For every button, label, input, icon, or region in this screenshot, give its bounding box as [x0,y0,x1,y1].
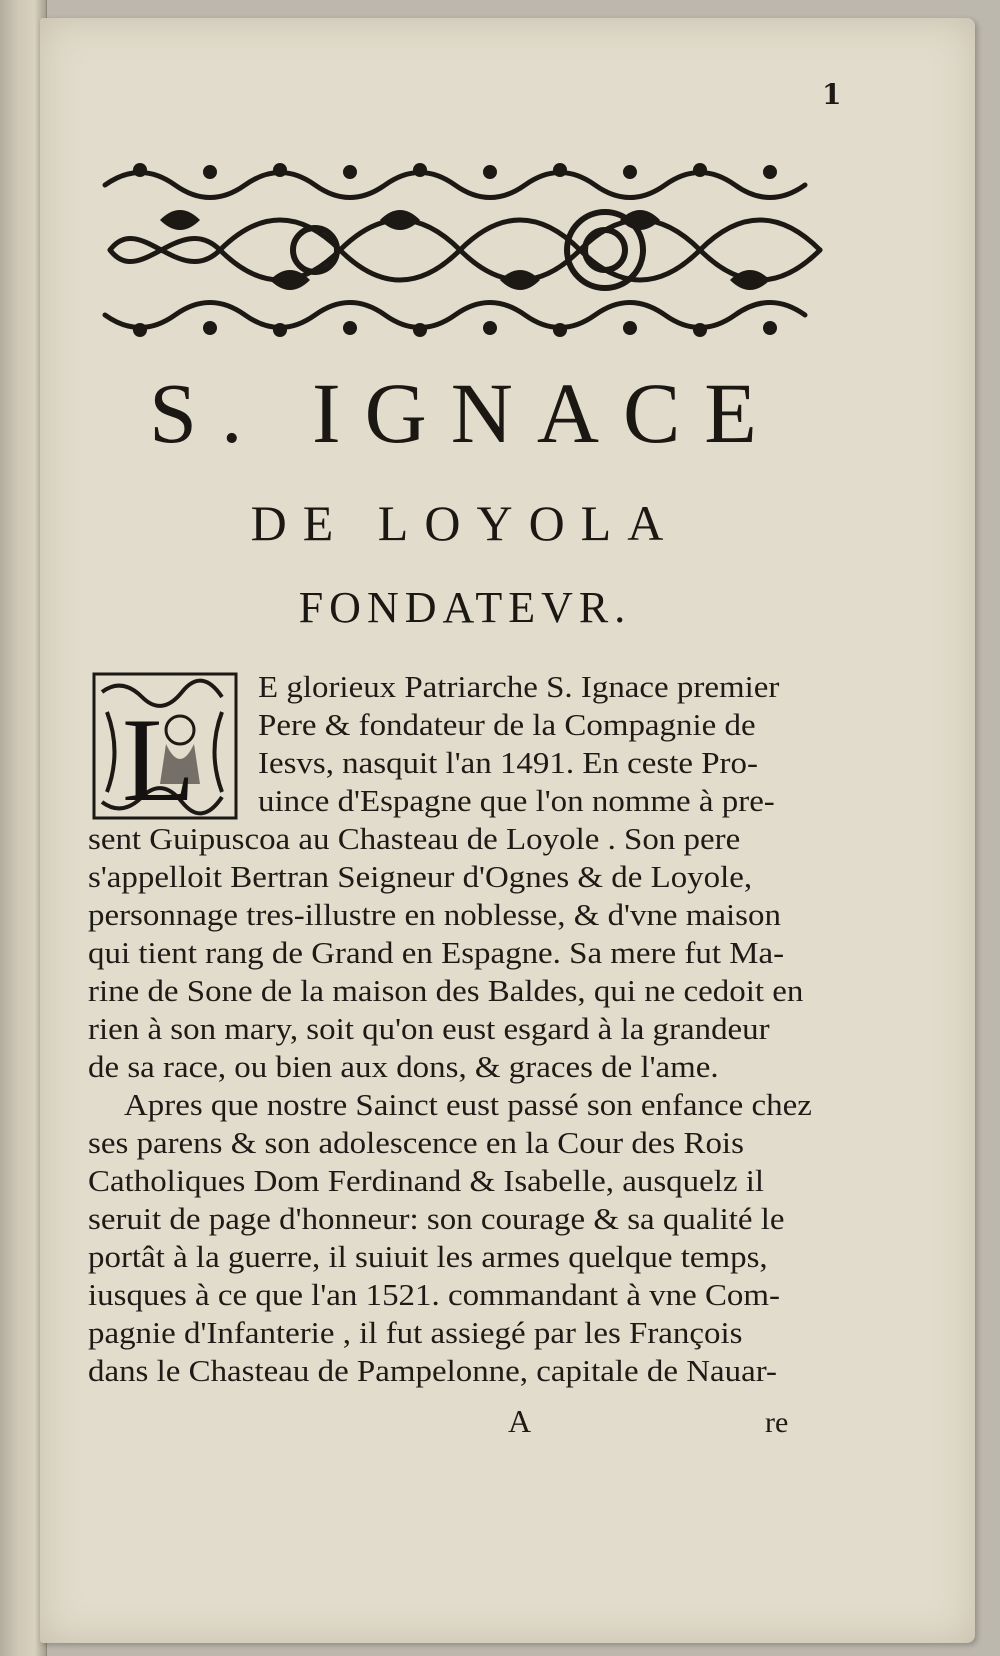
body-line: seruit de page d'honneur: son courage & sa qualité le [88,1202,785,1236]
title-de-loyola: DE LOYOLA [250,495,680,551]
body-line: de sa race, ou bien aux dons, & graces de l'ame. [88,1050,719,1084]
body-line: portât à la guerre, il suiuit les armes quelque temps, [88,1240,768,1274]
page-number: 1 [822,78,842,111]
body-line: pagnie d'Infanterie , il fut assiegé par les François [88,1316,743,1350]
drop-cap-letter: L [122,693,196,820]
decorative-headpiece-ornament [100,150,830,350]
decorated-initial-l [92,672,238,820]
body-line: Iesvs, nasquit l'an 1491. En ceste Pro- [258,746,758,780]
body-line: Catholiques Dom Ferdinand & Isabelle, ausquelz il [88,1164,765,1198]
signature-mark: A [508,1403,532,1439]
body-line: Pere & fondateur de la Compagnie de [258,708,756,742]
body-line: uince d'Espagne que l'on nomme à pre- [258,784,775,818]
body-line: rien à son mary, soit qu'on eust esgard à la grandeur [88,1012,770,1046]
body-line: rine de Sone de la maison des Baldes, qui ne cedoit en [88,974,804,1008]
body-line: personnage tres-illustre en noblesse, & d'vne maison [88,898,781,932]
body-line: sent Guipuscoa au Chasteau de Loyole . Son pere [88,822,741,856]
body-line: s'appelloit Bertran Seigneur d'Ognes & de Loyole, [88,860,753,894]
body-line: Apres que nostre Sainct eust passé son enfance chez [124,1088,812,1122]
body-line: dans le Chasteau de Pampelonne, capitale de Nauar- [88,1354,777,1388]
body-line: E glorieux Patriarche S. Ignace premier [258,670,780,704]
body-line: iusques à ce que l'an 1521. commandant à vne Com- [88,1278,781,1312]
body-line: ses parens & son adolescence en la Cour des Rois [88,1126,744,1160]
body-line: qui tient rang de Grand en Espagne. Sa mere fut Ma- [88,936,785,970]
title-fondateur: FONDATEVR. [298,583,632,632]
catchword: re [765,1406,789,1439]
title-saint-name: S. IGNACE [149,365,781,461]
